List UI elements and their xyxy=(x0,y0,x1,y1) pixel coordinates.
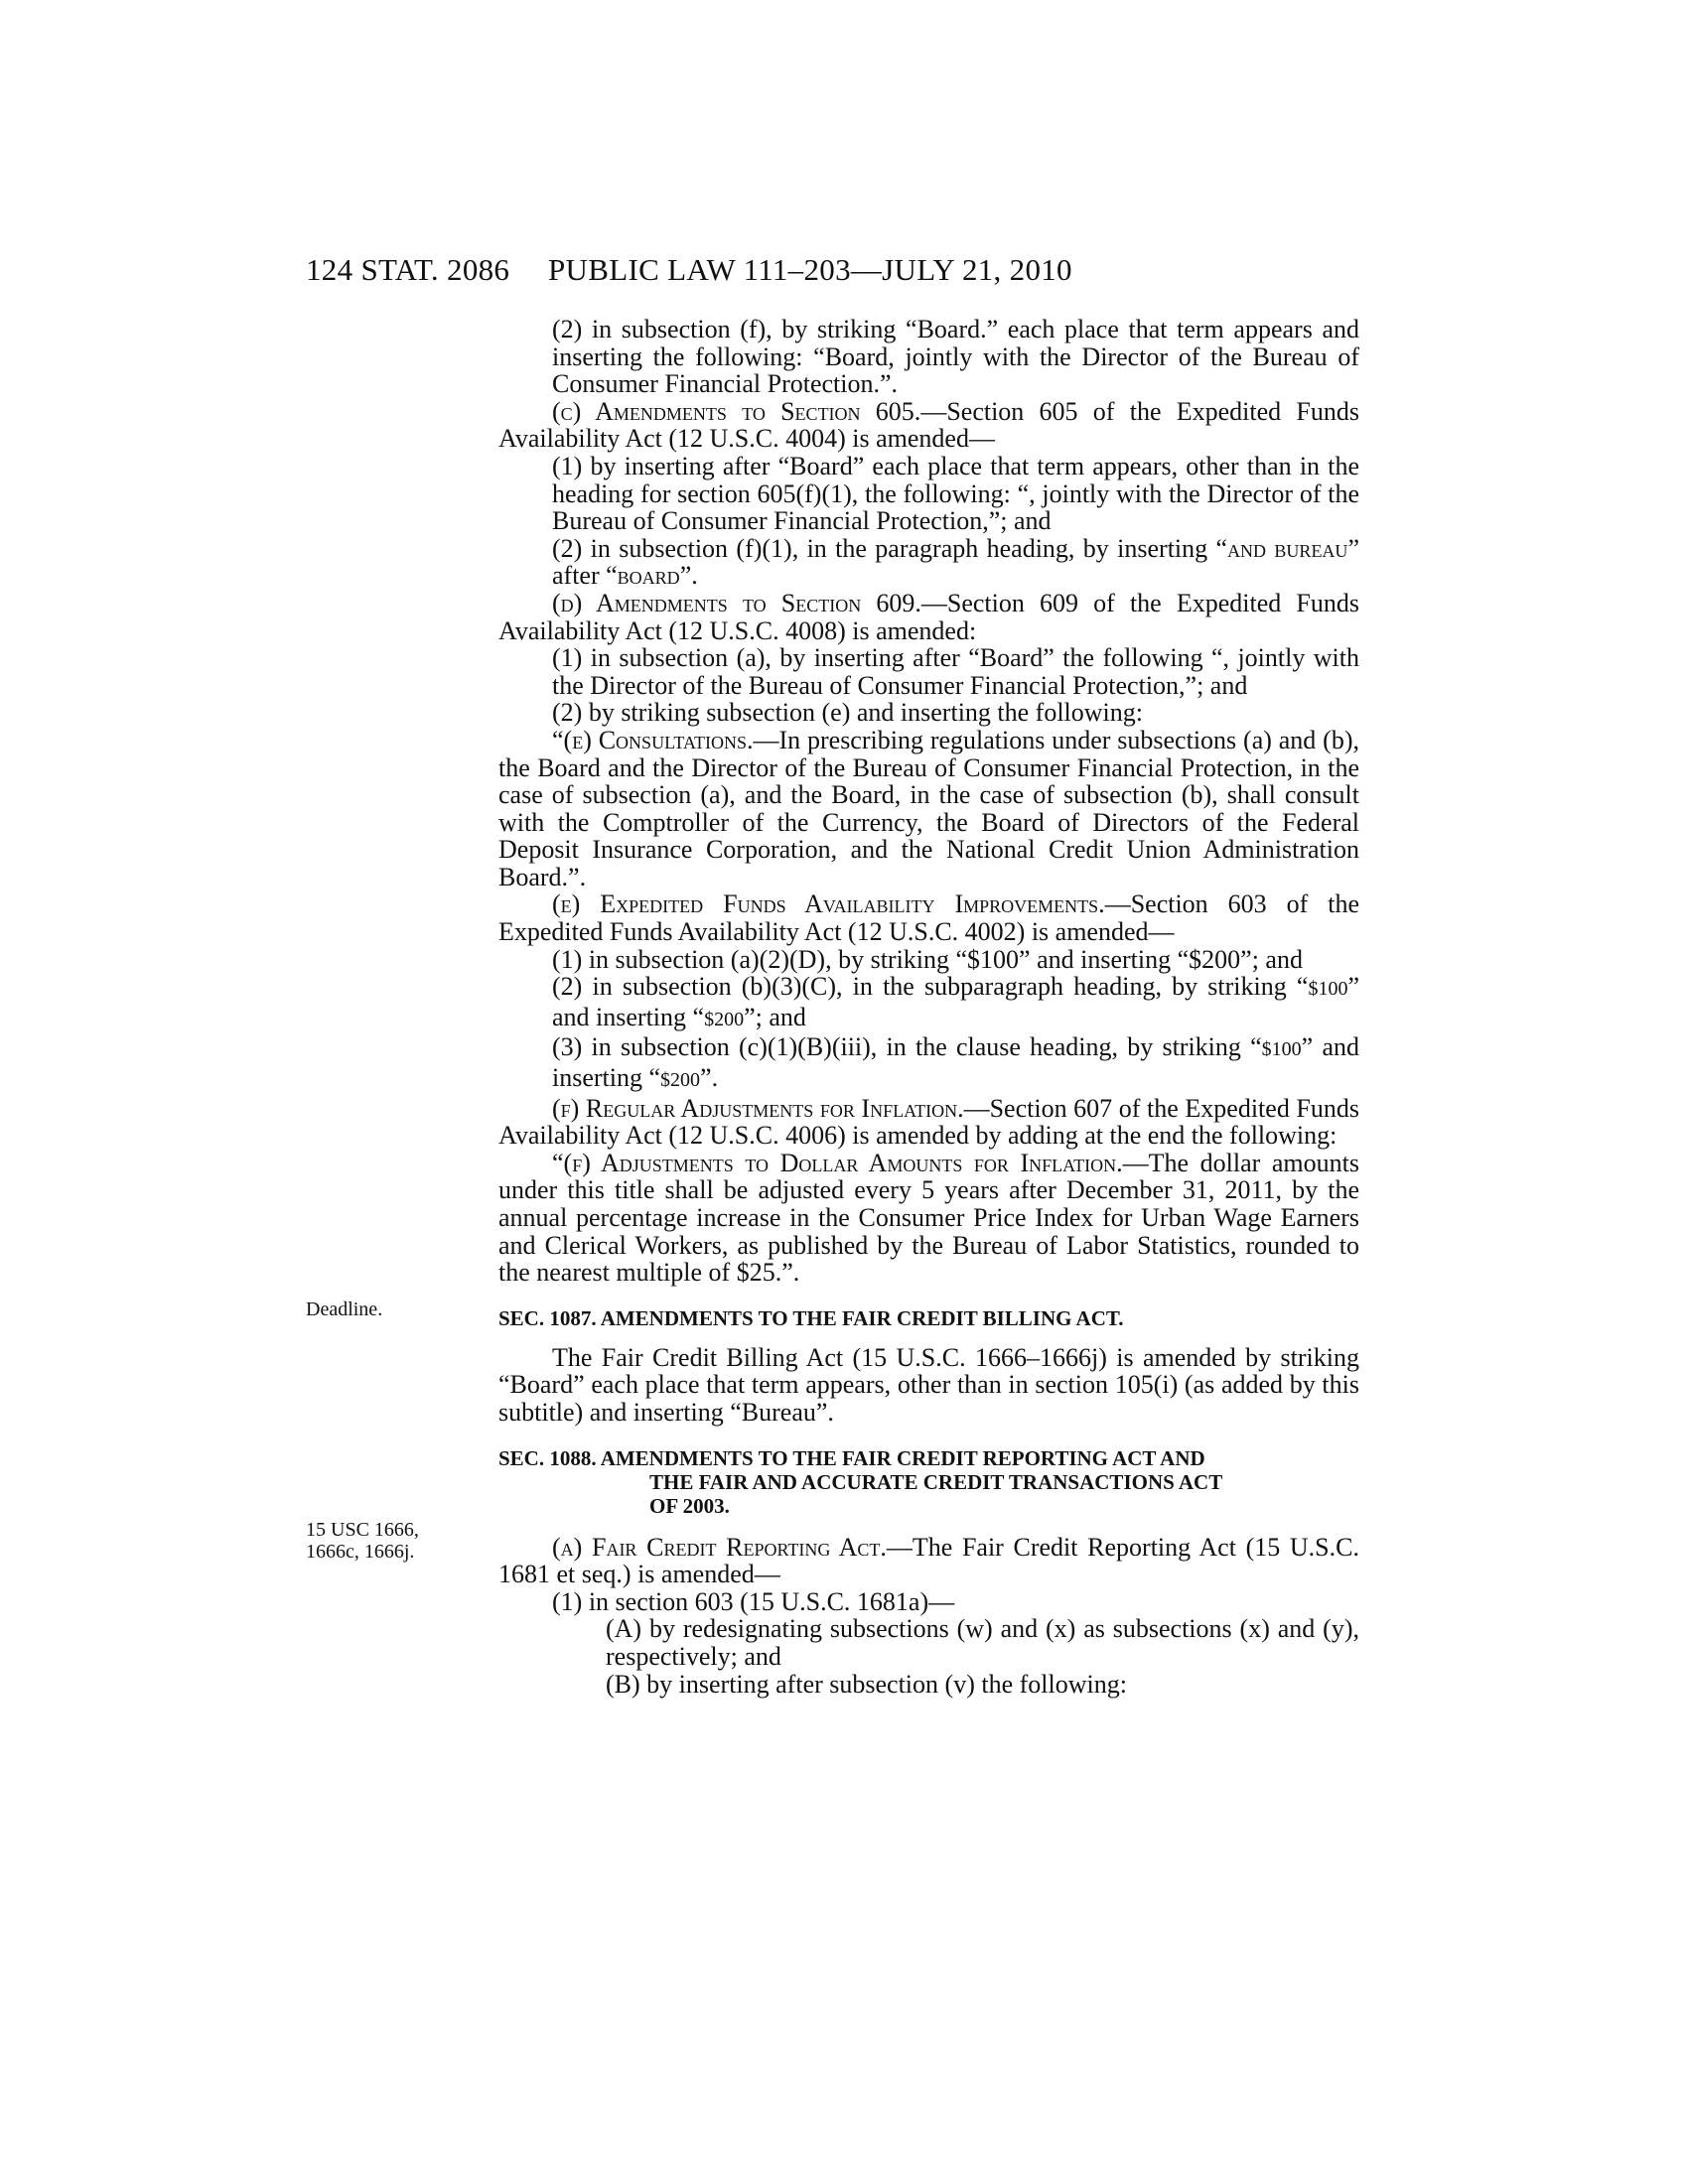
c2-text-a: (2) in subsection (f)(1), in the paragraph heading, by inserting “ xyxy=(552,533,1228,563)
section-1087-heading: SEC. 1087. AMENDMENTS TO THE FAIR CREDIT BILLING ACT. xyxy=(498,1305,1124,1330)
e3-text-b: ” and inserting “ xyxy=(552,1032,1359,1093)
subsection-f-text: —Section 607 of the Expedited Funds Availability Act (12 U.S.C. 4006) is amended by adding at the end the following: xyxy=(498,1093,1359,1151)
subsection-e-heading: (e) Expedited Funds Availability Improvements. xyxy=(552,889,1105,919)
section-1088-heading xyxy=(498,1446,1359,1518)
subsection-c xyxy=(498,398,1359,453)
e3-text-a: (3) in subsection (c)(1)(B)(iii), in the clause heading, by striking “ xyxy=(552,1032,1262,1062)
subsection-e xyxy=(498,890,1359,945)
subsection-f xyxy=(498,1095,1359,1150)
e3-amount-old: $100 xyxy=(1261,1038,1302,1061)
paragraph-d2: (2) by striking subsection (e) and inserting the following: xyxy=(552,698,1144,728)
quoted-e-text: —In prescribing regulations under subsections (a) and (b), the Board and the Director of the Bureau of Consumer Financial Protection, in the case of subsection (a), and the Board, in the case of subsection (b), shall consult with the Comptroller of the Currency, the Board of Directors of the Federal Deposit Insurance Corporation, and the National Credit Union Administration Board.”. xyxy=(498,725,1359,891)
section-1088-heading-line3: OF 2003. xyxy=(649,1493,730,1518)
margin-note-deadline: Deadline. xyxy=(306,1298,383,1320)
paragraph-b2: (2) in subsection (f), by striking “Board.” each place that term appears and inserting the following: “Board, jointly with the Director of the Bureau of Consumer Financial Protection.”. xyxy=(552,315,1359,399)
statute-page-number: 124 STAT. 2086 xyxy=(306,252,510,287)
margin-note-usc-line1: 15 USC 1666, xyxy=(306,1519,419,1541)
e3-amount-new: $200 xyxy=(660,1069,701,1092)
c2-text-b: ” after “ xyxy=(552,533,1359,591)
paragraph-e2 xyxy=(498,973,1359,1033)
quoted-f-text: —The dollar amounts under this title shall be adjusted every 5 years after December 31, 2011, by the annual percentage increase in the Consumer Price Index for Urban Wage Earners and Clerical Workers, as published by the Bureau of Labor Statistics, rounded to the nearest multiple of $25.”. xyxy=(498,1148,1359,1288)
quoted-subsection-f xyxy=(498,1150,1359,1287)
subparagraph-aA: (A) by redesignating subsections (w) and (x) as subsections (x) and (y), respectively; and xyxy=(606,1614,1359,1671)
quoted-f-heading: “(f) Adjustments to Dollar Amounts for Inflation. xyxy=(552,1148,1123,1177)
page-title: PUBLIC LAW 111–203—JULY 21, 2010 xyxy=(548,252,1072,287)
c2-text-c: ”. xyxy=(679,561,698,591)
margin-note-usc xyxy=(306,1519,419,1563)
subsection-c-text: —Section 605 of the Expedited Funds Availability Act (12 U.S.C. 4004) is amended— xyxy=(498,396,1359,454)
e2-text-c: ”; and xyxy=(744,1002,806,1031)
e2-text-a: (2) in subsection (b)(3)(C), in the subparagraph heading, by striking “ xyxy=(552,972,1309,1002)
subsection-a xyxy=(498,1534,1359,1588)
subparagraph-aB: (B) by inserting after subsection (v) the following: xyxy=(606,1669,1127,1699)
paragraph-c1: (1) by inserting after “Board” each place that term appears, other than in the heading for section 605(f)(1), the following: “, jointly with the Director of the Bureau of Consumer Financial Protection,”; and xyxy=(552,451,1359,536)
section-1088-heading-line2: THE FAIR AND ACCURATE CREDIT TRANSACTIONS ACT xyxy=(649,1469,1223,1494)
e2-amount-new: $200 xyxy=(704,1008,745,1030)
quoted-subsection-e xyxy=(498,727,1359,891)
e2-amount-old: $100 xyxy=(1308,978,1348,1001)
subsection-d xyxy=(498,590,1359,644)
subsection-d-heading: (d) Amendments to Section 609. xyxy=(552,588,921,617)
e3-text-c: ”. xyxy=(700,1063,719,1093)
c2-heading-term-2: board xyxy=(617,561,680,591)
subsection-d-text: —Section 609 of the Expedited Funds Availability Act (12 U.S.C. 4008) is amended: xyxy=(498,588,1360,645)
section-1087-text: The Fair Credit Billing Act (15 U.S.C. 1666–1666j) is amended by striking “Board” each place that term appears, other than in section 105(i) (as added by this subtitle) and inserting “Bureau”. xyxy=(498,1342,1359,1427)
paragraph-c2 xyxy=(498,535,1359,590)
paragraph-e3 xyxy=(498,1033,1359,1094)
section-1088-heading-line1: SEC. 1088. AMENDMENTS TO THE FAIR CREDIT REPORTING ACT AND xyxy=(498,1445,1205,1470)
margin-note-usc-line2: 1666c, 1666j. xyxy=(306,1541,415,1563)
subsection-a-heading: (a) Fair Credit Reporting Act. xyxy=(552,1532,887,1562)
e2-text-b: ” and inserting “ xyxy=(552,972,1359,1031)
paragraph-a1: (1) in section 603 (15 U.S.C. 1681a)— xyxy=(552,1586,955,1616)
main-column xyxy=(498,316,1359,1698)
paragraph-d1: (1) in subsection (a), by inserting after “Board” the following “, jointly with the Director of the Bureau of Consumer Financial Protection,”; and xyxy=(552,643,1359,700)
subsection-f-heading: (f) Regular Adjustments for Inflation. xyxy=(552,1093,964,1123)
subsection-a-text: —The Fair Credit Reporting Act (15 U.S.C. 1681 et seq.) is amended— xyxy=(498,1532,1359,1589)
subsection-c-heading: (c) Amendments to Section 605. xyxy=(552,396,921,426)
subsection-e-text: —Section 603 of the Expedited Funds Availability Act (12 U.S.C. 4002) is amended— xyxy=(498,889,1359,947)
quoted-e-heading: “(e) Consultations. xyxy=(552,725,754,754)
c2-heading-term-1: and bureau xyxy=(1227,533,1348,563)
paragraph-e1: (1) in subsection (a)(2)(D), by striking “$100” and inserting “$200”; and xyxy=(552,944,1303,974)
